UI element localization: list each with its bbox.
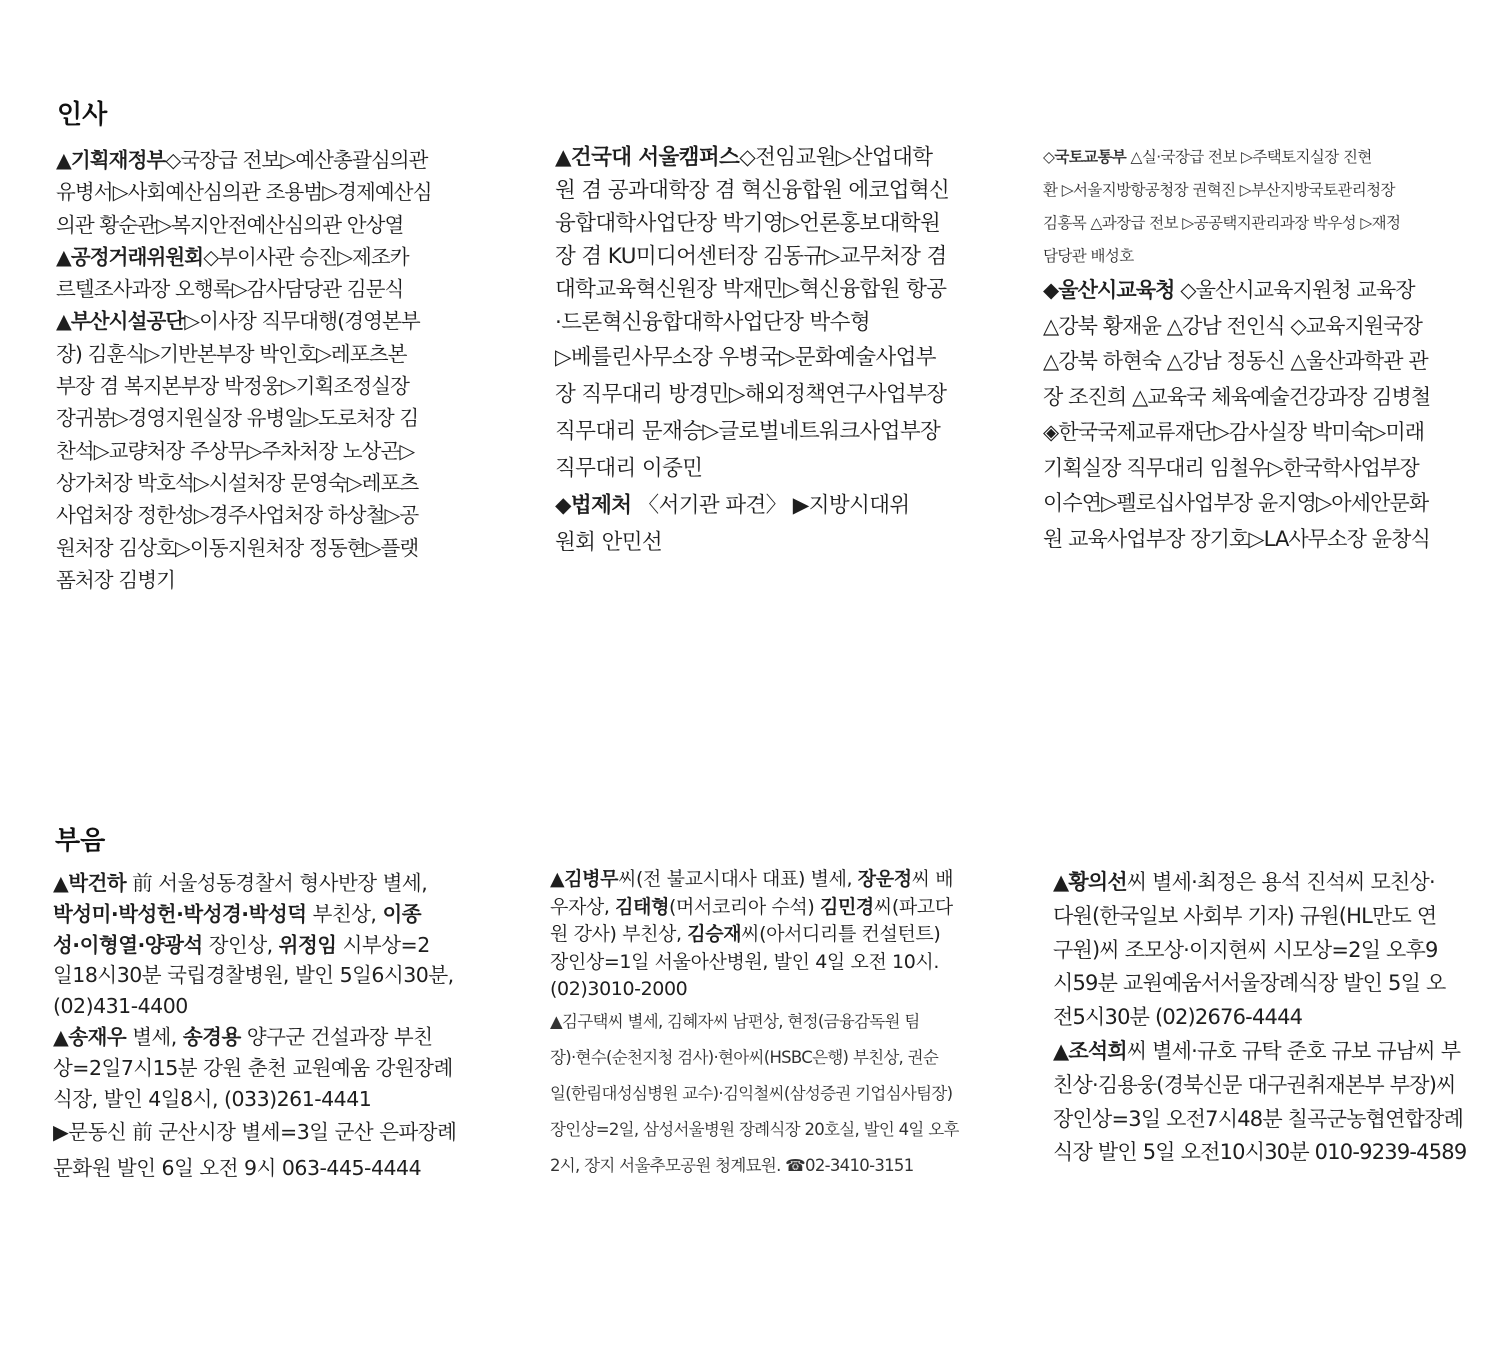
obituary-column-3 xyxy=(1053,866,1466,1170)
person-name: ▲황의선 xyxy=(1053,870,1127,894)
line-text: 씨 배 xyxy=(911,868,954,890)
line-text: ▶문동신 前 군산시장 별세=3일 군산 은파장례 xyxy=(53,1120,457,1145)
text-line xyxy=(56,144,432,176)
line-text: 기획실장 직무대리 임철우▷한국학사업부장 xyxy=(1043,455,1419,480)
line-text: 김홍목 △과장급 전보 ▷공공택지관리과장 박우성 ▷재정 xyxy=(1043,214,1401,232)
text-line xyxy=(1043,240,1430,273)
line-text: 〈서기관 파견〉 ▶지방시대위 xyxy=(631,493,910,518)
text-line xyxy=(1043,309,1430,345)
line-text: 양구군 건설과장 부친 xyxy=(240,1024,433,1049)
text-line xyxy=(555,240,949,273)
text-line xyxy=(550,949,959,977)
text-line xyxy=(53,1114,456,1150)
line-text: 다원(한국일보 사회부 기자) 규원(HL만도 연 xyxy=(1053,903,1437,928)
org-name: ◆울산시교육청 xyxy=(1043,278,1175,302)
text-line xyxy=(56,564,432,596)
line-text: 환 ▷서울지방항공청장 권혁진 ▷부산지방국토관리청장 xyxy=(1043,181,1395,199)
text-line xyxy=(56,435,432,467)
line-text: 의관 황순관▷복지안전예산심의관 안상열 xyxy=(56,212,404,237)
text-line xyxy=(56,305,432,337)
text-line xyxy=(555,273,949,306)
line-text: 원처장 김상호▷이동지원처장 정동현▷플랫 xyxy=(56,535,419,560)
line-text: 장인상=3일 오전7시48분 칠곡군농협연합장례 xyxy=(1053,1106,1464,1131)
text-line xyxy=(1053,1103,1466,1137)
line-text: 원회 안민선 xyxy=(555,530,663,555)
text-line xyxy=(56,176,432,208)
text-line xyxy=(1043,380,1430,416)
org-name: ▲건국대 서울캠퍼스 xyxy=(555,145,740,170)
text-line xyxy=(1053,967,1466,1001)
line-text: 장 직무대리 방경민▷해외정책연구사업부장 xyxy=(555,382,947,407)
text-line xyxy=(56,402,432,434)
person-name: 이종 xyxy=(382,901,422,926)
line-text: 시부상=2 xyxy=(336,932,430,957)
text-line xyxy=(53,960,456,991)
line-text: 장) 김훈식▷기반본부장 박인호▷레포츠본 xyxy=(56,341,407,366)
text-line xyxy=(56,499,432,531)
text-line xyxy=(53,899,456,930)
personnel-column-3 xyxy=(1043,141,1430,557)
org-name: ◇국토교통부 xyxy=(1043,148,1127,166)
line-text: 상가처장 박호석▷시설처장 문영숙▷레포츠 xyxy=(56,470,419,495)
line-text: 장)·현수(순천지청 검사)·현아씨(HSBC은행) 부친상, 권순 xyxy=(550,1047,939,1067)
text-line xyxy=(550,1112,959,1148)
line-text: 씨(파고다 xyxy=(873,895,953,918)
text-line xyxy=(555,450,949,487)
line-text: 일18시30분 국립경찰병원, 발인 5일6시30분, xyxy=(53,963,454,988)
text-line xyxy=(56,370,432,402)
line-text: 원 교육사업부장 장기호▷LA사무소장 윤창식 xyxy=(1043,526,1430,551)
line-text: 씨 별세·규호 규탁 준호 규보 규남씨 부 xyxy=(1126,1038,1461,1063)
text-line xyxy=(56,467,432,499)
text-line xyxy=(550,1040,959,1076)
line-text: 前 서울성동경찰서 형사반장 별세, xyxy=(126,871,428,895)
org-name: ◆법제처 xyxy=(555,493,632,518)
text-line xyxy=(550,1076,959,1112)
line-text: (02)431-4400 xyxy=(53,994,188,1019)
text-line xyxy=(56,209,432,241)
person-name: ▲송재우 xyxy=(53,1024,127,1049)
line-text: 장인상=2일, 삼성서울병원 장례식장 20호실, 발인 4일 오후 xyxy=(550,1119,959,1139)
line-text: 유병서▷사회예산심의관 조용범▷경제예산심 xyxy=(56,180,432,205)
text-line xyxy=(53,868,456,899)
text-line xyxy=(1043,273,1430,309)
text-line xyxy=(1043,486,1430,522)
person-name: 성·이형열·양광석 xyxy=(53,932,203,957)
line-text: 씨 별세·최정은 용석 진석씨 모친상· xyxy=(1126,870,1435,894)
line-text: 폼처장 김병기 xyxy=(56,567,176,592)
line-text: 시59분 교원예움서서울장례식장 발인 5일 오 xyxy=(1053,971,1446,996)
line-text: 부장 겸 복지본부장 박정웅▷기획조정실장 xyxy=(56,374,410,399)
line-text: 2시, 장지 서울추모공원 청계묘원. ☎02-3410-3151 xyxy=(550,1155,914,1175)
obituary-heading: 부음 xyxy=(55,826,106,856)
line-text: ▷베를린사무소장 우병국▷문화예술사업부 xyxy=(555,345,936,370)
text-line xyxy=(1043,451,1430,487)
person-name: 김태형 xyxy=(615,895,670,918)
line-text: 일(한림대성심병원 교수)·김익철씨(삼성증권 기업심사팀장) xyxy=(550,1083,953,1103)
text-line xyxy=(1053,934,1466,968)
org-name: ▲기획재정부 xyxy=(56,148,166,172)
text-line xyxy=(1053,866,1466,900)
line-text: △실·국장급 전보 ▷주택토지실장 진현 xyxy=(1126,148,1372,166)
line-text: 찬석▷교량처장 주상무▷주차처장 노상곤▷ xyxy=(56,438,415,463)
line-text: 원 강사) 부친상, xyxy=(550,923,688,945)
text-line xyxy=(53,1084,456,1115)
person-name: 송경용 xyxy=(182,1024,241,1049)
line-text: ◇부이사관 승진▷제조카 xyxy=(203,244,409,269)
text-line xyxy=(56,273,432,305)
line-text: ◇국장급 전보▷예산총괄심의관 xyxy=(165,148,428,172)
line-text: ▷이사장 직무대행(경영본부 xyxy=(184,309,420,334)
personnel-heading: 인사 xyxy=(57,100,108,130)
text-line xyxy=(1053,1136,1466,1170)
line-text: (머서코리아 수석) xyxy=(669,895,821,918)
line-text: 장 조진희 △교육국 체육예술건강과장 김병철 xyxy=(1043,384,1431,409)
person-name: 위정임 xyxy=(278,932,337,957)
line-text: 부친상, xyxy=(306,901,383,926)
text-line xyxy=(56,532,432,564)
line-text: 구원)씨 조모상·이지현씨 시모상=2일 오후9 xyxy=(1053,937,1438,962)
line-text: 별세, xyxy=(126,1024,183,1049)
personnel-column-1 xyxy=(56,144,432,596)
line-text: 씨(아서디리틀 컨설턴트) xyxy=(741,923,941,945)
text-line xyxy=(555,207,949,240)
text-line xyxy=(53,1150,456,1186)
text-line xyxy=(555,339,949,376)
line-text: 장 겸 KU미디어센터장 김동규▷교무처장 겸 xyxy=(555,244,947,269)
text-line xyxy=(1043,174,1430,207)
org-name: ▲공정거래위원회 xyxy=(56,244,204,269)
text-line xyxy=(56,338,432,370)
text-line xyxy=(550,1004,959,1040)
line-text: ◇울산시교육지원청 교육장 xyxy=(1174,278,1415,302)
person-name: 박성미·박성헌·박성경·박성덕 xyxy=(53,901,307,926)
line-text: ·드론혁신융합대학사업단장 박수형 xyxy=(555,310,871,335)
obituary-column-2 xyxy=(550,866,959,1184)
person-name: 장운정 xyxy=(857,868,912,890)
line-text: 전5시30분 (02)2676-4444 xyxy=(1053,1005,1303,1030)
line-text: 장귀봉▷경영지원실장 유병일▷도로처장 김 xyxy=(56,406,419,431)
line-text: 대학교육혁신원장 박재민▷혁신융합원 항공 xyxy=(555,277,947,302)
person-name: ▲조석희 xyxy=(1053,1038,1127,1063)
line-text: 우자상, xyxy=(550,895,616,918)
text-line xyxy=(555,174,949,207)
text-line xyxy=(53,1022,456,1053)
obituary-column-1 xyxy=(53,868,456,1186)
line-text: ◇전임교원▷산업대학 xyxy=(739,145,933,170)
line-text: 융합대학사업단장 박기영▷언론홍보대학원 xyxy=(555,211,941,236)
line-text: 직무대리 이중민 xyxy=(555,456,703,481)
text-line xyxy=(555,524,949,561)
line-text: 씨(전 불교시대사 대표) 별세, xyxy=(618,868,858,890)
line-text: 상=2일7시15분 강원 춘천 교원예움 강원장례 xyxy=(53,1055,453,1080)
line-text: ◈한국국제교류재단▷감사실장 박미숙▷미래 xyxy=(1043,420,1425,444)
text-line xyxy=(550,976,959,1004)
text-line xyxy=(550,921,959,949)
line-text: △강북 황재윤 △강남 전인식 ◇교육지원국장 xyxy=(1043,313,1423,338)
person-name: ▲김병무 xyxy=(550,868,619,890)
person-name: 김민경 xyxy=(820,895,874,918)
text-line xyxy=(1053,1035,1466,1069)
text-line xyxy=(550,894,959,922)
line-text: △강북 하현숙 △강남 정동신 △울산과학관 관 xyxy=(1043,349,1428,373)
text-line xyxy=(53,1053,456,1084)
line-text: 문화원 발인 6일 오전 9시 063-445-4444 xyxy=(53,1156,422,1181)
text-line xyxy=(550,1148,959,1184)
line-text: 직무대리 문재승▷글로벌네트워크사업부장 xyxy=(555,419,941,444)
line-text: 이수연▷펠로십사업부장 윤지영▷아세안문화 xyxy=(1043,491,1429,515)
text-line xyxy=(1043,522,1430,558)
text-line xyxy=(550,866,959,894)
line-text: 르텔조사과장 오행록▷감사담당관 김문식 xyxy=(56,277,404,302)
text-line xyxy=(1043,141,1430,174)
text-line xyxy=(1043,207,1430,240)
text-line xyxy=(53,991,456,1022)
person-name: ▲박건하 xyxy=(53,871,127,895)
text-line xyxy=(56,241,432,273)
line-text: 원 겸 공과대학장 겸 혁신융합원 에코업혁신 xyxy=(555,178,950,203)
text-line xyxy=(555,413,949,450)
person-name: 김승재 xyxy=(687,923,742,945)
line-text: 식장 발인 5일 오전10시30분 010-9239-4589 xyxy=(1053,1140,1467,1165)
personnel-column-2 xyxy=(555,141,949,561)
text-line xyxy=(53,930,456,961)
text-line xyxy=(1053,900,1466,934)
line-text: 장인상=1일 서울아산병원, 발인 4일 오전 10시. xyxy=(550,950,940,973)
org-name: ▲부산시설공단 xyxy=(56,309,185,334)
line-text: (02)3010-2000 xyxy=(550,978,688,1000)
line-text: 장인상, xyxy=(202,932,279,957)
line-text: 담당관 배성호 xyxy=(1043,247,1134,265)
text-line xyxy=(1043,415,1430,451)
line-text: 사업처장 정한성▷경주사업처장 하상철▷공 xyxy=(56,503,419,528)
line-text: ▲김구택씨 별세, 김혜자씨 남편상, 현정(금융감독원 팀 xyxy=(550,1011,920,1031)
line-text: 친상·김용웅(경북신문 대구권취재본부 부장)씨 xyxy=(1053,1072,1456,1097)
text-line xyxy=(555,376,949,413)
line-text: 식장, 발인 4일8시, (033)261-4441 xyxy=(53,1086,372,1111)
text-line xyxy=(555,141,949,174)
text-line xyxy=(555,306,949,339)
text-line xyxy=(1053,1069,1466,1103)
text-line xyxy=(555,487,949,524)
text-line xyxy=(1053,1001,1466,1035)
text-line xyxy=(1043,344,1430,380)
